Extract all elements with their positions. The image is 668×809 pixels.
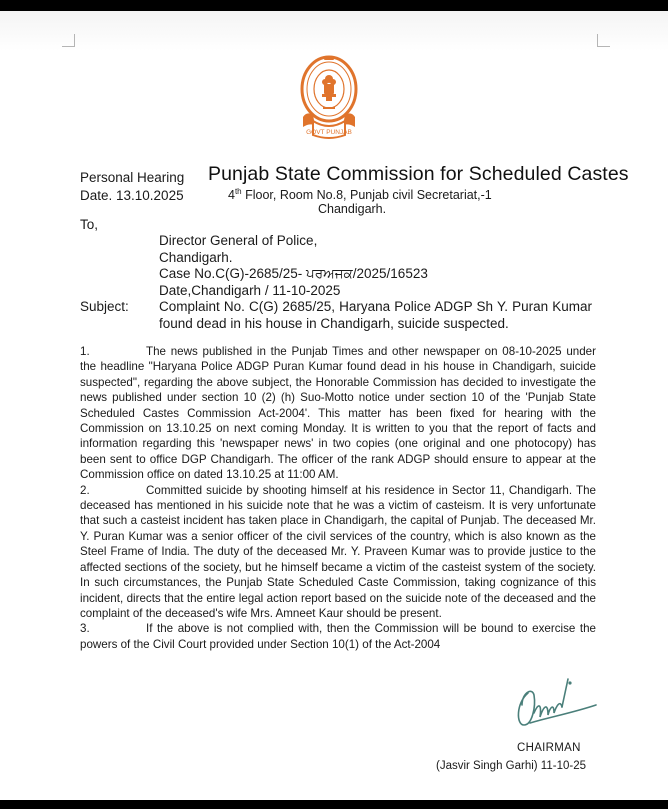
organization-title: Punjab State Commission for Scheduled Castes bbox=[208, 163, 629, 185]
punjab-emblem-icon bbox=[293, 51, 365, 143]
signatory-title: CHAIRMAN bbox=[517, 742, 581, 754]
paragraph-text: Committed suicide by shooting himself at his residence in Sector 11, Chandigarh. The deceased has mentioned in his suicide note that he was a victim of casteism. It is very unfortunate that such a casteist incident has taken place in Chandigarh, the capital of Punjab. The deceased Mr. Y. Puran Kumar was a senior officer of the civil services of the country, which is also known as the Steel Frame of India. The duty of the deceased Mr. Y. Praveen Kumar was to provide justice to the affected sections of the society, but he himself became a victim of the casteist system of the society. In such circumstances, the Punjab State Scheduled Caste Commission, taking cognizance of this incident, directs that the entire legal action report based on the suicide note of the deceased and the complaint of the deceased's wife Mrs. Amneet Kaur should be present. bbox=[80, 483, 596, 620]
paragraph-number: 2. bbox=[80, 483, 90, 497]
paragraph-1 bbox=[80, 344, 596, 483]
paragraph-number: 3. bbox=[80, 622, 90, 636]
paragraph-2 bbox=[80, 483, 596, 622]
paragraph-number: 1. bbox=[80, 345, 90, 358]
paragraph-text: The news published in the Punjab Times and other newspaper on 08-10-2025 under the headline "Haryana Police ADGP Puran Kumar found dead in his house in Chandigarh, suicide suspected", regarding the above subject, the Honorable Commission has decided to investigate the news published under section 10 (2) (h) Suo-Motto notice under section 10 of the 'Punjab State Scheduled Castes Commission Act-2004'. This matter has been fixed for hearing with the Commission on 13.10.25 on next coming Monday. It is written to you that the report of facts and information regarding this 'newspaper news' in two copies (one original and one photocopy) has been sent to office DGP Chandigarh. The officer of the rank ADGP should ensure to appear at the Commission office on dated 13.10.25 at 11:00 AM. bbox=[80, 345, 596, 482]
organization-city: Chandigarh. bbox=[318, 202, 387, 216]
recipient-designation: Director General of Police, bbox=[159, 233, 318, 248]
letter-body bbox=[80, 344, 596, 652]
svg-text:GOVT PUNJAB: GOVT PUNJAB bbox=[306, 129, 352, 136]
salutation: To, bbox=[80, 217, 99, 232]
case-number: Case No.C(G)-2685/25- ਪਰਅਜਕ/2025/16523 bbox=[159, 266, 428, 281]
paragraph-text: If the above is not complied with, then the Commission will be bound to exercise the powers of the Civil Court provided under Section 10(1) of the Act-2004 bbox=[80, 622, 596, 651]
recipient-city: Chandigarh. bbox=[159, 249, 233, 265]
hearing-date: Date. 13.10.2025 bbox=[80, 188, 184, 203]
signatory-name-date: (Jasvir Singh Garhi) 11-10-25 bbox=[436, 760, 586, 772]
organization-address: 4th Floor, Room No.8, Punjab civil Secretariat,-1 bbox=[228, 187, 492, 203]
hearing-info bbox=[80, 169, 184, 205]
signature-icon bbox=[510, 673, 600, 735]
crop-mark-right bbox=[597, 34, 610, 47]
subject-label: Subject: bbox=[80, 299, 129, 314]
crop-mark-left bbox=[62, 34, 75, 47]
subject-text: Complaint No. C(G) 2685/25, Haryana Police ADGP Sh Y. Puran Kumar found dead in his house in Chandigarh, suicide suspected. bbox=[159, 299, 592, 331]
paragraph-3 bbox=[80, 621, 596, 652]
top-black-border bbox=[0, 0, 668, 11]
letter-date: Date,Chandigarh / 11-10-2025 bbox=[159, 282, 341, 298]
recipient-block bbox=[159, 233, 428, 299]
hearing-label: Personal Hearing bbox=[80, 170, 185, 185]
bottom-black-border bbox=[0, 800, 668, 809]
